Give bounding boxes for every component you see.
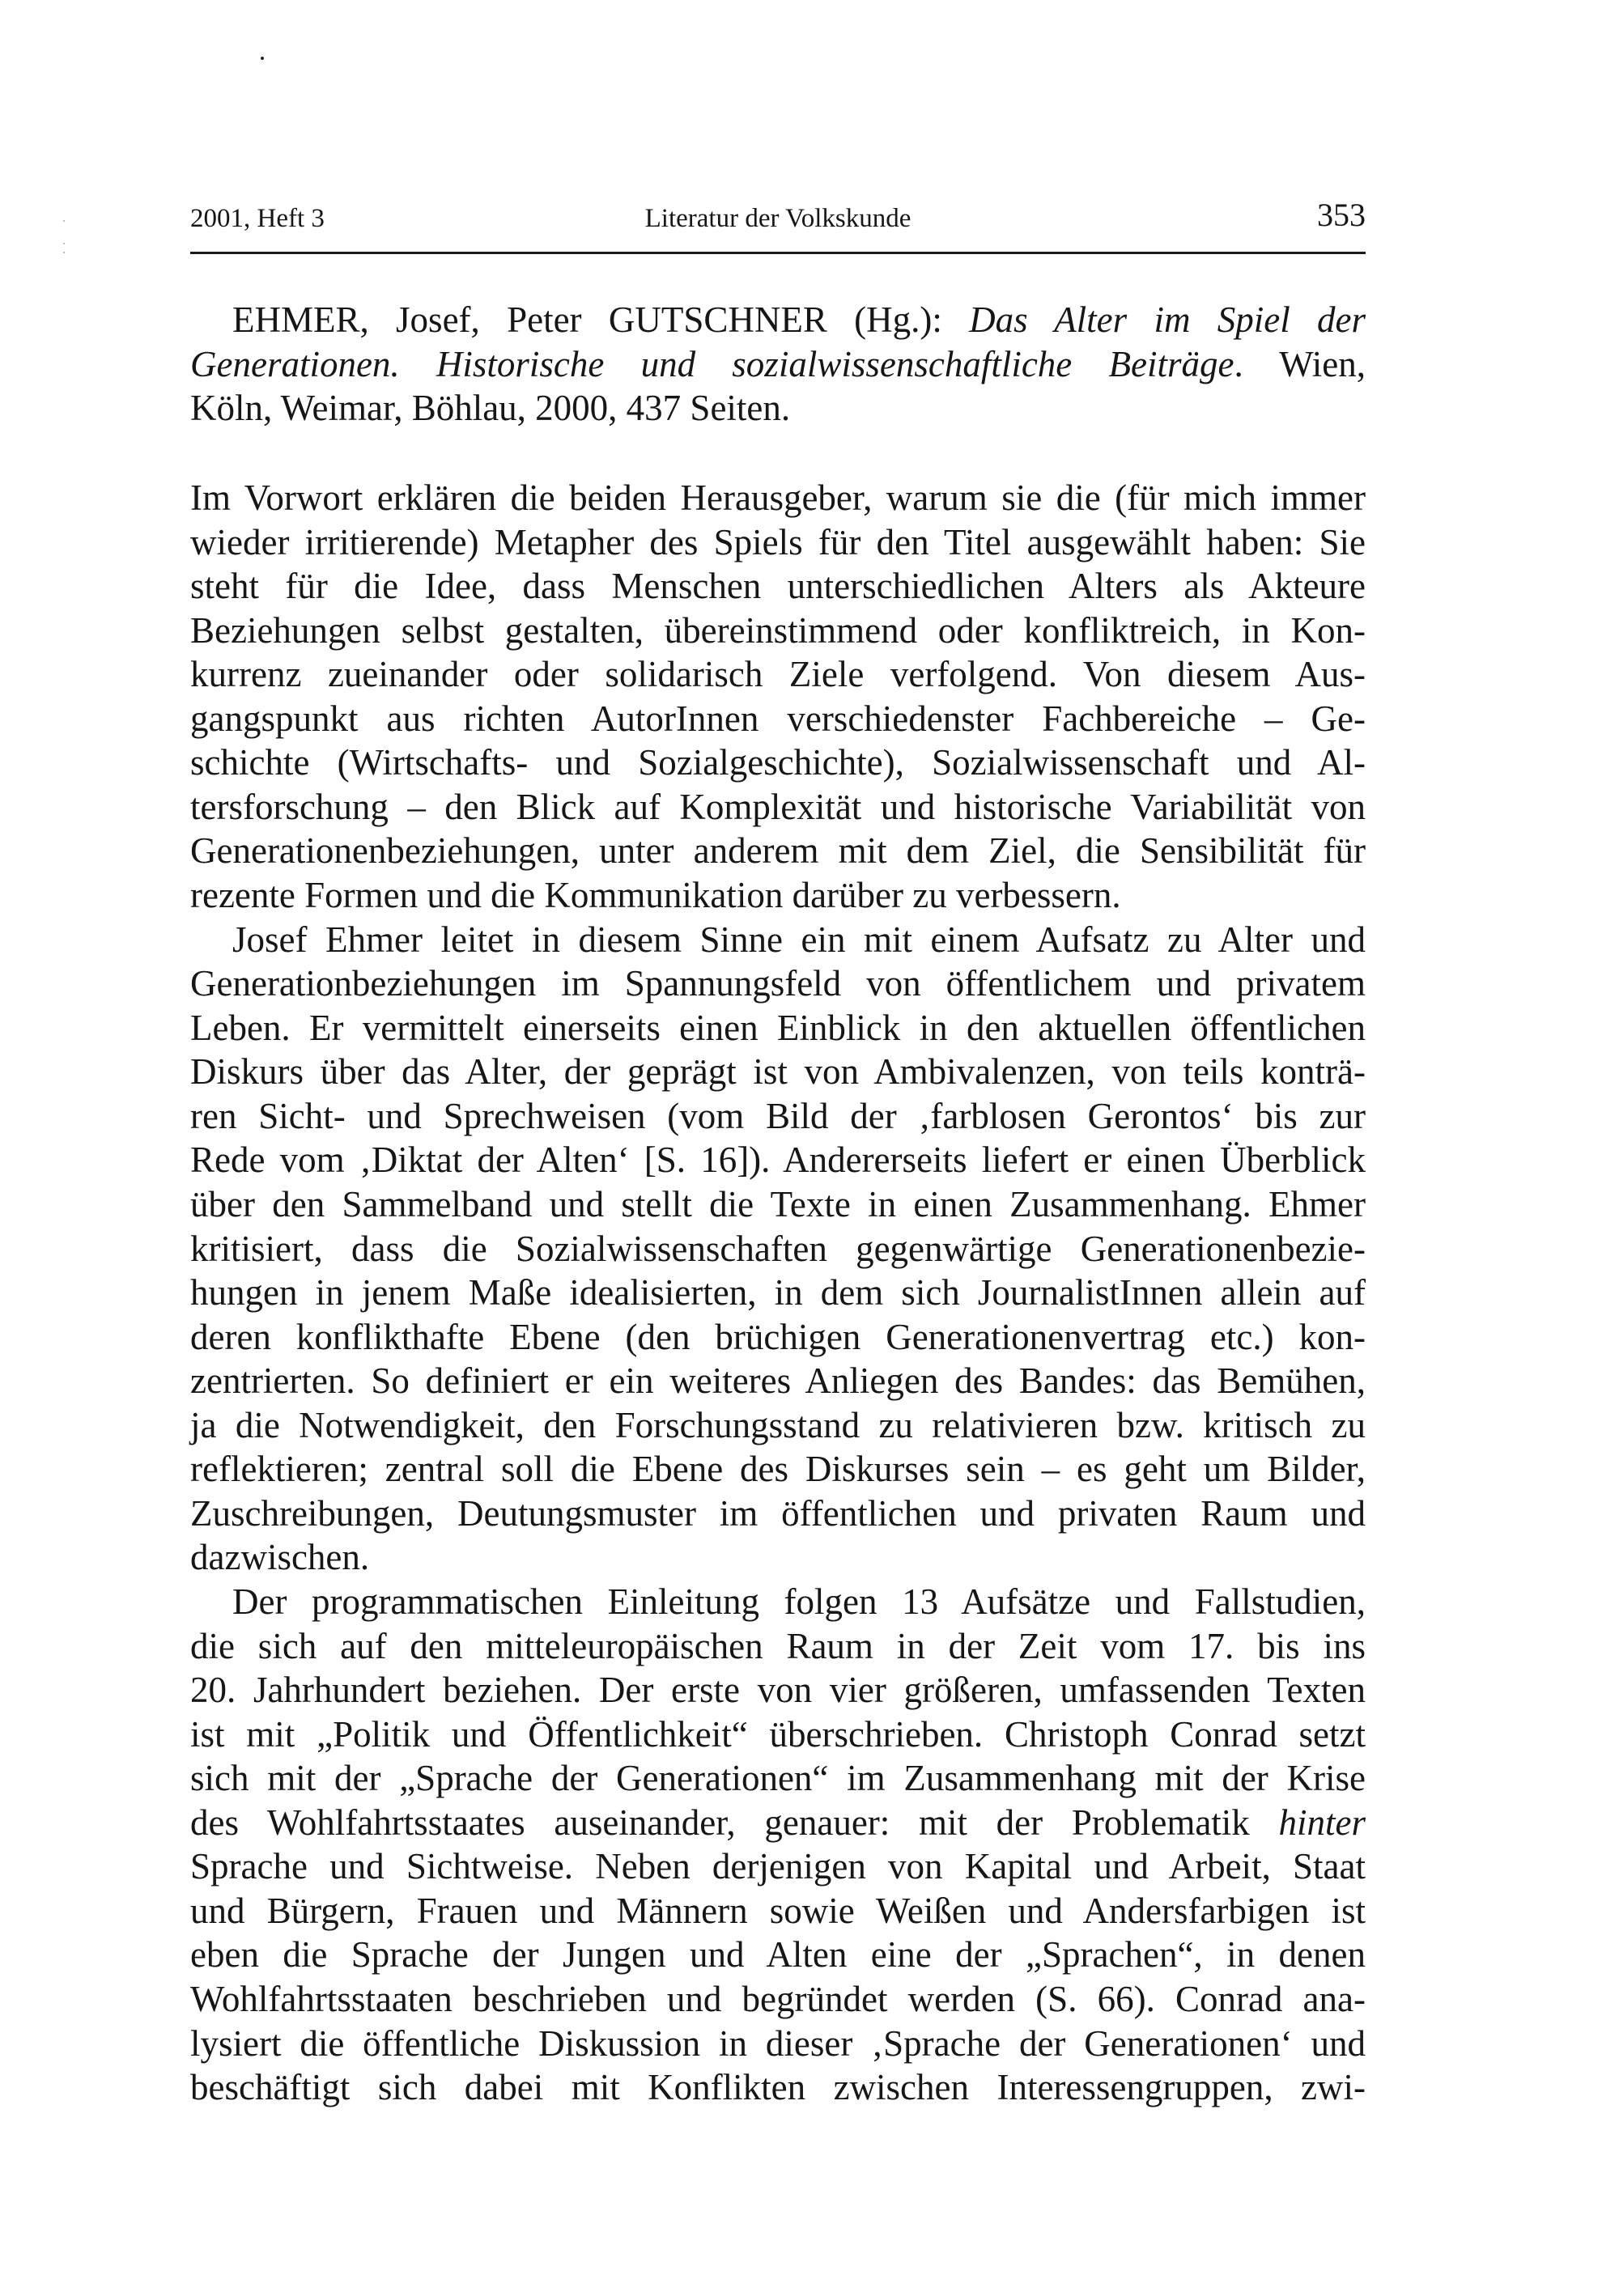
body-text: kritisiert, dass die Sozialwissenschaften gegenwärtige Generationenbezie-	[190, 1228, 1366, 1269]
body-line	[190, 1094, 1366, 1139]
body-line	[190, 1271, 1366, 1315]
body-line	[190, 1227, 1366, 1271]
entry-line	[190, 342, 1366, 387]
body-line	[190, 1580, 1366, 1624]
body-text: ist mit „Politik und Öffentlichkeit“ überschrieben. Christoph Conrad setzt	[190, 1713, 1366, 1755]
body-line	[190, 961, 1366, 1006]
body-line	[190, 1624, 1366, 1669]
body-line	[190, 1977, 1366, 2022]
body-line	[190, 2065, 1366, 2110]
body-text: hungen in jenem Maße idealisierten, in dem sich JournalistInnen allein auf	[190, 1272, 1366, 1314]
body-line	[190, 1492, 1366, 1536]
entry-line	[190, 386, 1366, 431]
header-rule	[190, 252, 1366, 254]
body-text: Generationenbeziehungen, unter anderem mit dem Ziel, die Sensibilität für	[190, 830, 1366, 872]
body-text: Der programmatischen Einleitung folgen 13 Aufsätze und Fallstudien,	[232, 1581, 1366, 1622]
scan-speck	[63, 243, 65, 244]
body-text: Diskurs über das Alter, der geprägt ist von Ambivalenzen, von teils konträ-	[190, 1051, 1366, 1093]
body-text: schichte (Wirtschafts- und Sozialgeschichte), Sozialwissenschaft und Al-	[190, 742, 1366, 783]
body-text: rezente Formen und die Kommunikation darüber zu verbessern.	[190, 875, 1121, 916]
body-text: Rede vom ‚Diktat der Alten‘ [S. 16]). Andererseits liefert er einen Überblick	[190, 1140, 1366, 1181]
body-text: ja die Notwendigkeit, den Forschungsstand zu relativieren bzw. kritisch zu	[190, 1404, 1366, 1445]
body-line	[190, 829, 1366, 873]
body-text: reflektieren; zentral soll die Ebene des Diskurses sein – es geht um Bilder,	[190, 1449, 1366, 1490]
body-line	[190, 652, 1366, 697]
body-text: eben die Sprache der Jungen und Alten eine der „Sprachen“, in denen	[190, 1934, 1366, 1976]
body-line	[190, 476, 1366, 520]
body-text: tersforschung – den Blick auf Komplexität und historische Variabilität von	[190, 786, 1366, 827]
body-text: wieder irritierende) Metapher des Spiels für den Titel ausgewählt haben: Sie	[190, 521, 1366, 562]
entry-text: . Wien,	[1234, 343, 1366, 384]
body-line	[190, 1844, 1366, 1889]
body-line	[190, 785, 1366, 830]
section-title: Literatur der Volkskunde	[644, 204, 911, 233]
body-text: zentrierten. So definiert er ein weiteres Anliegen des Bandes: das Bemühen,	[190, 1360, 1366, 1402]
body-line	[190, 564, 1366, 609]
body-line	[190, 1756, 1366, 1801]
body-text: 20. Jahrhundert beziehen. Der erste von vier größeren, umfassenden Texten	[190, 1670, 1366, 1711]
body-line	[190, 1535, 1366, 1580]
body-text: ren Sicht- und Sprechweisen (vom Bild der ‚farblosen Gerontos‘ bis zur	[190, 1095, 1366, 1136]
body-text: Wohlfahrtsstaaten beschrieben und begründet werden (S. 66). Conrad ana-	[190, 1979, 1366, 2020]
body-line	[190, 2022, 1366, 2066]
body-line	[190, 697, 1366, 741]
body-line	[190, 1668, 1366, 1712]
body-line	[190, 1403, 1366, 1448]
body-text: gangspunkt aus richten AutorInnen verschiedenster Fachbereiche – Ge-	[190, 698, 1366, 739]
body-line	[190, 1801, 1366, 1845]
body-text: lysiert die öffentliche Diskussion in dieser ‚Sprache der Generationen‘ und	[190, 2022, 1366, 2064]
body-text: Zuschreibungen, Deutungsmuster im öffentlichen und privaten Raum und	[190, 1492, 1366, 1534]
body-line	[190, 1447, 1366, 1492]
running-head	[190, 199, 1366, 238]
body-text: Im Vorwort erklären die beiden Herausgeber, warum sie die (für mich immer	[190, 477, 1366, 518]
body-text: des Wohlfahrtsstaates auseinander, genauer: mit der Problematik	[190, 1802, 1279, 1843]
body-line	[190, 741, 1366, 785]
body-line	[190, 1712, 1366, 1757]
page-number: 353	[1317, 197, 1366, 233]
body-text: und Bürgern, Frauen und Männern sowie Weißen und Andersfarbigen ist	[190, 1890, 1366, 1931]
body-text: kurrenz zueinander oder solidarisch Ziele verfolgend. Von diesem Aus-	[190, 654, 1366, 695]
body-line	[190, 1006, 1366, 1050]
book-title-text: Das Alter im Spiel der	[969, 299, 1366, 340]
issue-label: 2001, Heft 3	[190, 204, 325, 233]
body-text: sich mit der „Sprache der Generationen“ im Zusammenhang mit der Krise	[190, 1758, 1366, 1799]
body-line	[190, 1933, 1366, 1977]
body-text: beschäftigt sich dabei mit Konflikten zwischen Interessengruppen, zwi-	[190, 2067, 1366, 2108]
body-line	[190, 520, 1366, 565]
body-text: dazwischen.	[190, 1537, 370, 1578]
body-text: Sprache und Sichtweise. Neben derjenigen von Kapital und Arbeit, Staat	[190, 1846, 1366, 1887]
entry-text: EHMER, Josef, Peter GUTSCHNER (Hg.):	[232, 299, 970, 340]
body-line	[190, 1889, 1366, 1933]
book-title-text: Generationen. Historische und sozialwissenschaftliche Beiträge	[190, 343, 1234, 384]
body-text: deren konflikthafte Ebene (den brüchigen Generationenvertrag etc.) kon-	[190, 1316, 1366, 1357]
body-text: Generationbeziehungen im Spannungsfeld von öffentlichem und privatem	[190, 963, 1366, 1004]
body-text: steht für die Idee, dass Menschen unterschiedlichen Alters als Akteure	[190, 566, 1366, 607]
body-text: Beziehungen selbst gestalten, übereinstimmend oder konfliktreich, in Kon-	[190, 609, 1366, 651]
entry-line	[190, 298, 1366, 342]
body-line	[190, 918, 1366, 962]
entry-text: Köln, Weimar, Böhlau, 2000, 437 Seiten.	[190, 388, 791, 429]
body-text: Leben. Er vermittelt einerseits einen Einblick in den aktuellen öffentlichen	[190, 1007, 1366, 1048]
body-line	[190, 1359, 1366, 1403]
body-line	[190, 873, 1366, 918]
body-text: Josef Ehmer leitet in diesem Sinne ein mit einem Aufsatz zu Alter und	[232, 919, 1366, 960]
body-line	[190, 1182, 1366, 1227]
body-line	[190, 609, 1366, 653]
body-line	[190, 1315, 1366, 1360]
body-text: über den Sammelband und stellt die Texte in einen Zusammenhang. Ehmer	[190, 1183, 1366, 1224]
body-line	[190, 1138, 1366, 1182]
scan-speck	[63, 252, 65, 253]
scan-speck	[63, 220, 65, 222]
body-line	[190, 1050, 1366, 1094]
body-text: die sich auf den mitteleuropäischen Raum in der Zeit vom 17. bis ins	[190, 1625, 1366, 1666]
scan-speck	[261, 57, 264, 60]
emphasis-text: hinter	[1278, 1802, 1366, 1843]
